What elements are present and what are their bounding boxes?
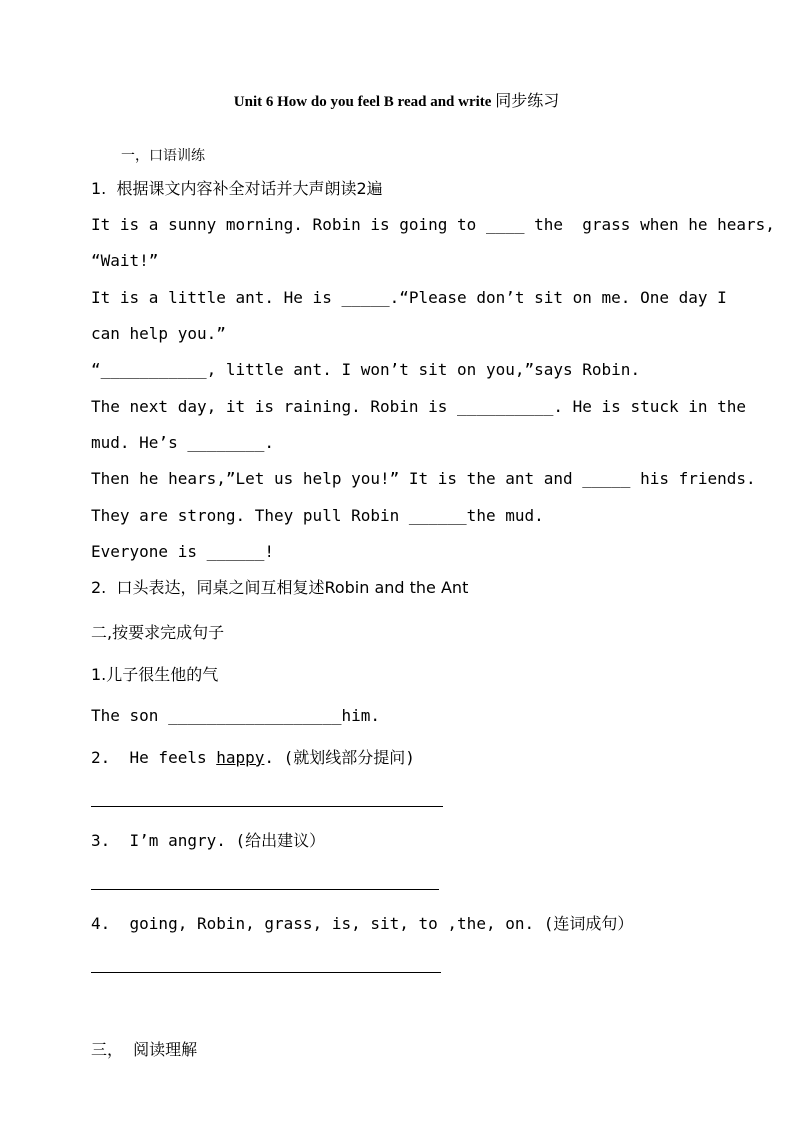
section1-heading: 一，口语训练 — [121, 148, 205, 164]
section1-question2: 2. 口头表达，同桌之间互相复述Robin and the Ant — [91, 578, 469, 597]
page-title: Unit 6 How do you feel B read and write 同步练习 — [233, 91, 560, 110]
dialog-line: mud. He’s ________. — [91, 433, 275, 452]
section2-question1: 1.儿子很生他的气 — [91, 665, 219, 684]
section1-question1: 1. 根据课文内容补全对话并大声朗读2遍 — [91, 179, 383, 198]
underlined-word: happy — [216, 748, 265, 767]
section2-heading: 二,按要求完成句子 — [91, 623, 225, 642]
section2-question2: 2. He feels happy. (就划线部分提问) — [91, 748, 415, 767]
answer-line-q4[interactable] — [91, 972, 441, 973]
dialog-line: “___________, little ant. I won’t sit on you,”says Robin. — [91, 360, 641, 379]
dialog-line: Then he hears,”Let us help you!” It is the ant and _____ his friends. — [91, 469, 756, 488]
dialog-line: can help you.” — [91, 324, 226, 343]
dialog-line: They are strong. They pull Robin ______the mud. — [91, 506, 544, 525]
dialog-line: Everyone is ______! — [91, 542, 275, 561]
section3-heading: 三， 阅读理解 — [91, 1040, 198, 1059]
dialog-line: It is a little ant. He is _____.“Please don’t sit on me. One day I — [91, 288, 727, 307]
answer-line-q3[interactable] — [91, 889, 439, 890]
section2-question3: 3. I’m angry. (给出建议） — [91, 831, 326, 850]
dialog-line: It is a sunny morning. Robin is going to ____ the grass when he hears, — [91, 215, 775, 234]
section2-answer1: The son __________________him. — [91, 706, 380, 725]
dialog-line: “Wait!” — [91, 251, 159, 270]
answer-line-q2[interactable] — [91, 806, 443, 807]
section2-question4: 4. going, Robin, grass, is, sit, to ,the, on. (连词成句） — [91, 914, 634, 933]
dialog-line: The next day, it is raining. Robin is __________. He is stuck in the — [91, 397, 747, 416]
